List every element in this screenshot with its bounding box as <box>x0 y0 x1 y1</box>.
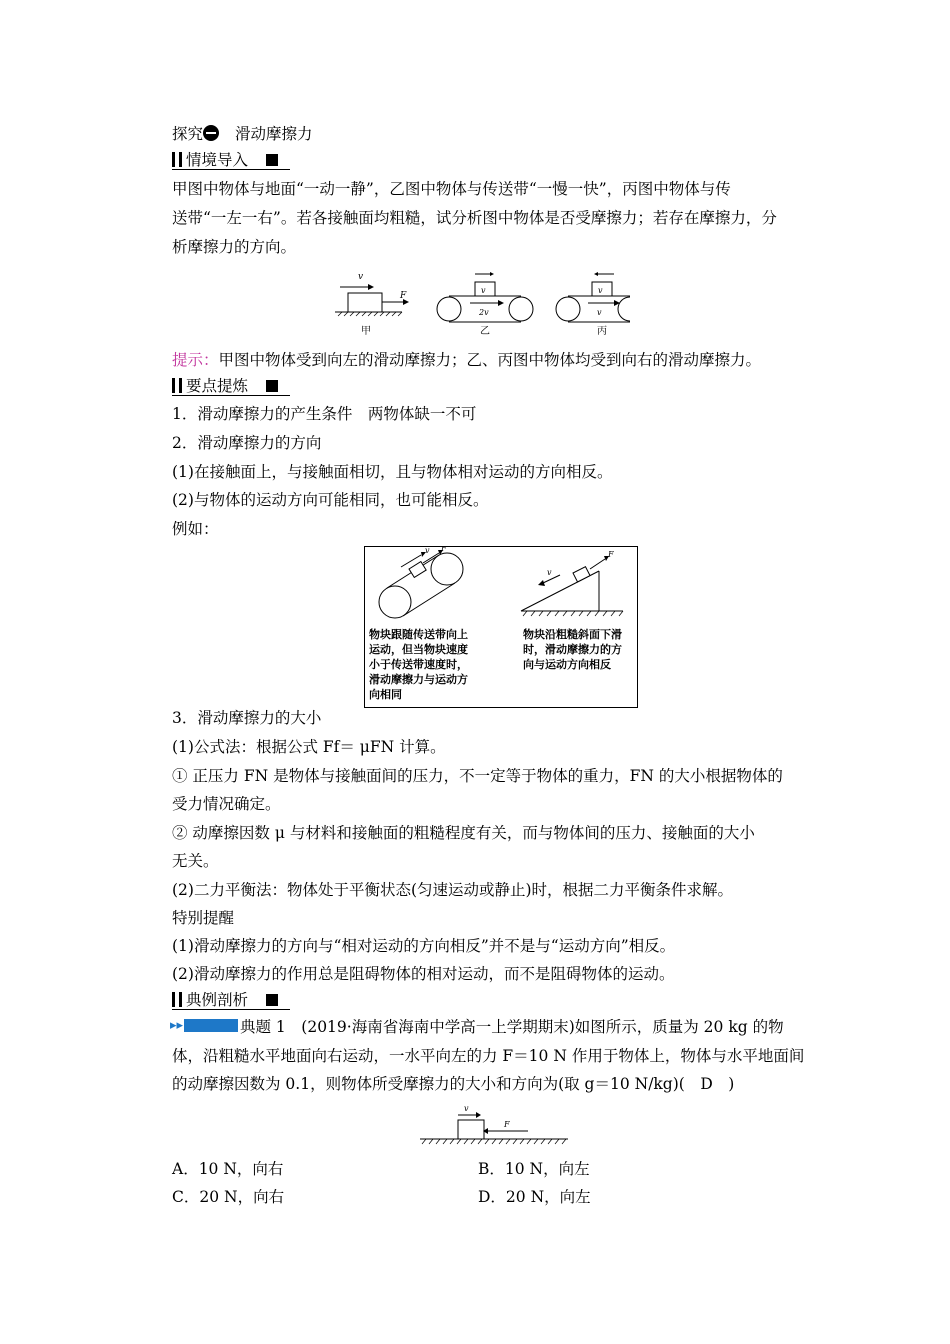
svg-text:v: v <box>598 286 603 295</box>
bar-icon <box>179 152 182 167</box>
point-3-1: (1)公式法：根据公式 Ff＝ μFN 计算。 <box>172 738 446 756</box>
fig2-caption-left: 物块跟随传送带向上运动，但当物块速度小于传送带速度时，滑动摩擦力与运动方向相同 <box>369 628 468 701</box>
option-a: A．10 N，向右 <box>172 1160 284 1178</box>
svg-text:2v: 2v <box>479 308 489 317</box>
heading-points: 要点提炼 <box>172 375 278 397</box>
svg-text:v: v <box>464 1104 469 1113</box>
example-label: 例如： <box>172 520 219 538</box>
svg-text:v: v <box>425 547 430 555</box>
fig2-caption-right: 物块沿粗糙斜面下滑时，滑动摩擦力的方向与运动方向相反 <box>523 628 622 671</box>
fig1-F-label: F <box>400 291 407 301</box>
heading-intro: 情境导入 <box>172 149 278 171</box>
fig1-v-label: v <box>358 272 364 282</box>
number-one-icon <box>203 125 219 141</box>
option-d: D．20 N，向左 <box>478 1188 591 1206</box>
example-tag-icon <box>184 1019 238 1032</box>
point-3-b1: ② 动摩擦因数 μ 与材料和接触面的粗糙程度有关，而与物体间的压力、接触面的大小 <box>172 824 755 842</box>
fig1-label-c: 丙 <box>597 326 607 337</box>
svg-text:F: F <box>608 550 614 559</box>
question-line-3: 的动摩擦因数为 0.1，则物体所受摩擦力的大小和方向为(取 g＝10 N/kg)( D ) <box>172 1075 735 1093</box>
heading-example: 典例剖析 <box>172 989 278 1011</box>
question-line-1: ▸▸典题 1 (2019·海南省海南中学高一上学期期末)如图所示，质量为 20 kg 的物 <box>172 1016 784 1038</box>
point-3-a1: ① 正压力 FN 是物体与接触面间的压力，不一定等于物体的重力，FN 的大小根据物体的 <box>172 767 783 785</box>
fig1-label-a: 甲 <box>361 326 371 337</box>
point-2-1: (1)在接触面上，与接触面相切，且与物体相对运动的方向相反。 <box>172 463 613 481</box>
heading-underline <box>172 395 290 396</box>
figure-question-block <box>418 1102 570 1146</box>
hint-label: 提示： <box>172 351 219 369</box>
bar-icon <box>179 992 182 1007</box>
bar-icon <box>179 378 182 393</box>
question-line-2: 体，沿粗糙水平地面向右运动，一水平向左的力 F＝10 N 作用于物体上，物体与水平地面间 <box>172 1047 805 1065</box>
point-2-2: (2)与物体的运动方向可能相同，也可能相反。 <box>172 491 489 509</box>
point-3: 3．滑动摩擦力的大小 <box>172 709 322 727</box>
heading-underline <box>172 169 290 170</box>
intro-line-2: 送带“一左一右”。若各接触面均粗糙，试分析图中物体是否受摩擦力；若存在摩擦力，分 <box>172 209 777 227</box>
point-3-2: (2)二力平衡法：物体处于平衡状态(匀速运动或静止)时，根据二力平衡条件求解。 <box>172 881 734 899</box>
option-c: C．20 N，向右 <box>172 1188 285 1206</box>
special-note-2: (2)滑动摩擦力的作用总是阻碍物体的相对运动，而不是阻碍物体的运动。 <box>172 965 675 983</box>
hint-text: 甲图中物体受到向左的滑动摩擦力；乙、丙图中物体均受到向右的滑动摩擦力。 <box>218 351 762 369</box>
bar-icon <box>172 152 175 167</box>
fig1-label-b: 乙 <box>480 326 490 337</box>
special-note-title: 特别提醒 <box>172 909 235 927</box>
hint <box>172 349 761 371</box>
heading-underline <box>172 1009 290 1010</box>
svg-text:F: F <box>504 1120 510 1129</box>
square-icon <box>266 380 278 392</box>
bar-icon <box>172 378 175 393</box>
figure-friction-scenarios <box>330 266 630 340</box>
svg-text:v: v <box>597 308 602 317</box>
square-icon <box>266 994 278 1006</box>
svg-text:v: v <box>481 286 486 295</box>
bar-icon <box>172 992 175 1007</box>
section-title: 探究 滑动摩擦力 <box>172 125 313 143</box>
point-1: 1．滑动摩擦力的产生条件 两物体缺一不可 <box>172 405 477 423</box>
svg-text:v: v <box>547 568 552 577</box>
point-3-b2: 无关。 <box>172 852 219 870</box>
point-2: 2．滑动摩擦力的方向 <box>172 434 322 452</box>
square-icon <box>266 154 278 166</box>
figure-friction-direction <box>364 546 638 708</box>
special-note-1: (1)滑动摩擦力的方向与“相对运动的方向相反”并不是与“运动方向”相反。 <box>172 937 676 955</box>
point-3-a2: 受力情况确定。 <box>172 795 281 813</box>
svg-text:F: F <box>441 547 447 553</box>
intro-line-3: 析摩擦力的方向。 <box>172 238 297 256</box>
option-b: B．10 N，向左 <box>478 1160 590 1178</box>
intro-line-1: 甲图中物体与地面“一动一静”，乙图中物体与传送带“一慢一快”，丙图中物体与传 <box>172 180 731 198</box>
